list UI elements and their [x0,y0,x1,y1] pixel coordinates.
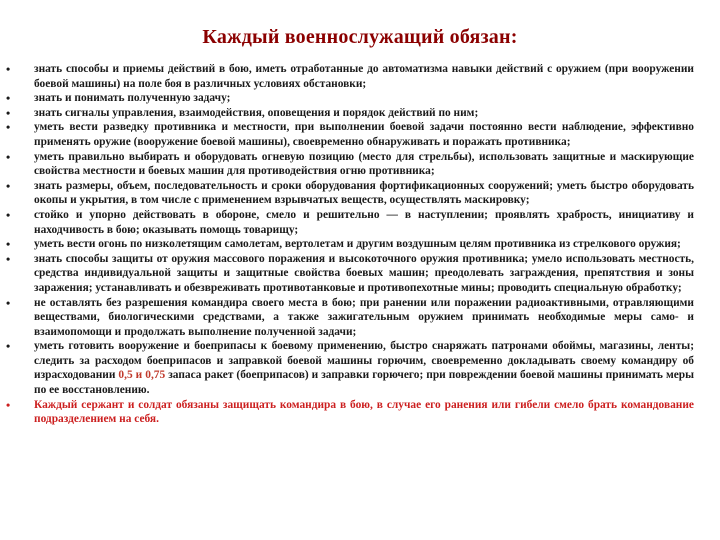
list-item [6,62,694,91]
list-item-text-part: уметь готовить вооружение и боеприпасы к боевому применению, быстро снаряжать патронами обоймы, магазины, ленты; следить за расходом боеприпасов и заправкой боевой машины горючим, своевременно докладывать своему командиру об израсходовании [34,340,694,382]
bullet-icon: • [6,62,11,76]
list-item-text: не оставлять без разрешения командира своего места в бою; при ранении или поражении радиоактивными, отравляющими веществами, биологическими средствами, а также зажигательным оружием принимать необходимые меры само- и взаимопомощи и продолжать выполнение полученной задачи; [34,296,694,338]
list-item-text: знать способы и приемы действий в бою, иметь отработанные до автоматизма навыки действий с оружием (при вооружении боевой машины) на поле боя в различных условиях обстановки; [34,63,694,90]
bullet-icon: • [6,105,11,120]
list-item-highlighted [6,397,694,427]
bullet-icon: • [6,120,11,135]
list-item [6,251,694,296]
list-item-text-part: запаса ракет (боеприпасов) и заправки горючего; при повреждении боевой машины принимать меры по ее восстановлению. [34,369,694,397]
list-item [6,237,694,252]
bullet-icon: • [6,207,11,222]
bullet-icon: • [6,91,11,106]
list-item-text [34,340,694,396]
list-item-text: Каждый сержант и солдат обязаны защищать командира в бою, в случае его ранения или гибели смело брать командование подразделением на себя. [34,398,694,426]
bullet-icon: • [6,339,11,354]
page-title: Каждый военнослужащий обязан: [202,26,518,48]
bullet-icon: • [6,178,11,193]
list-item-text: знать размеры, объем, последовательность и сроки оборудования фортификационных сооружений; уметь быстро оборудовать окопы и укрытия, в том числе с применением взрывчатых веществ, осуществлять маскировку; [34,179,694,207]
list-item-text: знать сигналы управления, взаимодействия, оповещения и порядок действий по ним; [34,106,479,119]
list-item-text: уметь вести разведку противника и местности, при выполнении боевой задачи постоянно вести наблюдение, эффективно применять оружие (вооружение боевой машины), своевременно обнаруживать и поражать противника; [34,121,694,148]
bullet-icon: • [6,295,11,310]
list-item-text-part: и [132,369,146,382]
list-item-text: стойко и упорно действовать в обороне, смело и решительно — в наступлении; проявлять храбрость, инициативу и находчивость в бою; оказывать помощь товарищу; [34,208,694,236]
bullet-icon: • [6,251,11,266]
list-item [6,178,694,208]
highlighted-number: 0,75 [145,369,166,382]
list-item [6,120,694,149]
list-item [6,91,694,106]
bullet-icon: • [6,397,11,412]
list-item-text: знать способы защиты от оружия массового поражения и высокоточного оружия противника; умело использовать местность, средства индивидуальной защиты и защитные свойства боевых машин; преодолевать заграждения, препятствия и зоны заражения; устанавливать и обезвреживать противотанковые и противопехотные мины; проводить специальную обработку; [34,252,694,294]
list-item [6,207,694,237]
duties-list [0,62,720,427]
bullet-icon: • [6,237,11,252]
list-item [6,295,694,340]
list-item [6,339,694,397]
bullet-icon: • [6,149,11,164]
highlighted-number: 0,5 [118,369,133,382]
list-item-text: уметь вести огонь по низколетящим самолетам, вертолетам и другим воздушным целям противника из стрелкового оружия; [34,238,681,251]
list-item-text: знать и понимать полученную задачу; [34,92,231,105]
list-item [6,149,694,179]
list-item [6,105,694,121]
list-item-text: уметь правильно выбирать и оборудовать огневую позицию (место для стрельбы), использовать защитные и маскирующие свойства местности и боевых машин для противодействия огню противника; [34,150,694,178]
